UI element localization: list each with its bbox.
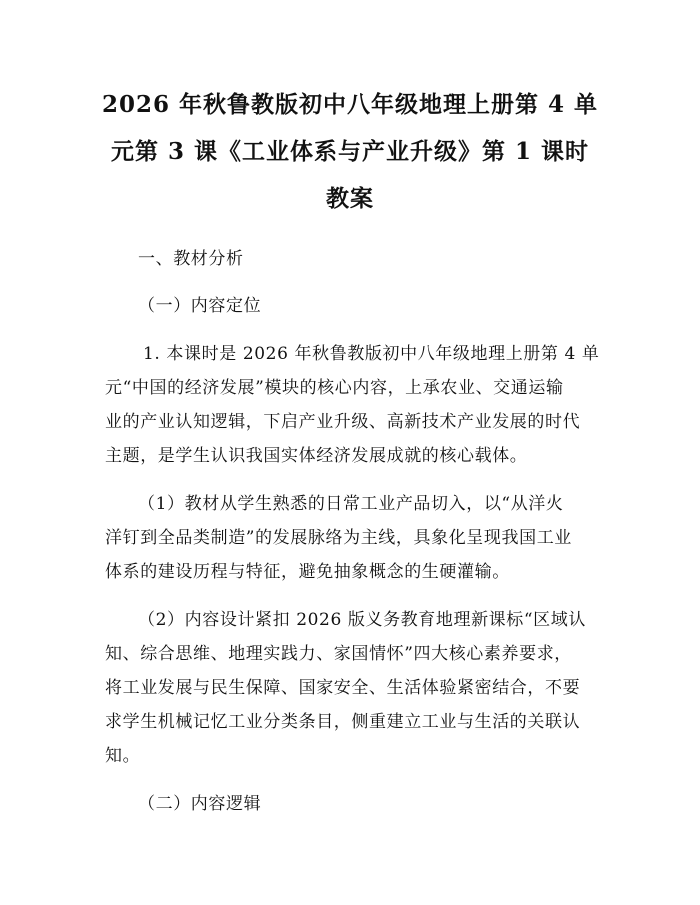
document-title-line-2: 元第 3 课《工业体系与产业升级》第 1 课时 <box>110 138 590 165</box>
document-title-line-1: 2026 年秋鲁教版初中八年级地理上册第 4 单 <box>101 91 599 118</box>
paragraph-3-line-5: 知。 <box>105 746 141 766</box>
paragraph-3-line-4: 求学生机械记忆工业分类条目，侧重建立工业与生活的关联认 <box>105 712 581 732</box>
paragraph-1-line-3: 业的产业认知逻辑，下启产业升级、高新技术产业发展的时代 <box>105 412 581 432</box>
paragraph-2-line-2: 洋钉到全品类制造”的发展脉络为主线，具象化呈现我国工业 <box>105 528 572 548</box>
paragraph-2-line-3: 体系的建设历程与特征，避免抽象概念的生硬灌输。 <box>105 562 510 582</box>
paragraph-2-line-1: （1）教材从学生熟悉的日常工业产品切入，以“从洋火 <box>138 494 564 514</box>
paragraph-1-line-2: 元“中国的经济发展”模块的核心内容，上承农业、交通运输 <box>105 378 564 398</box>
subsection-heading-1: （一）内容定位 <box>138 296 262 316</box>
paragraph-3-line-1: （2）内容设计紧扣 2026 版义务教育地理新课标“区域认 <box>138 610 586 630</box>
section-heading: 一、教材分析 <box>138 249 244 269</box>
paragraph-3-line-3: 将工业发展与民生保障、国家安全、生活体验紧密结合，不要 <box>105 678 581 698</box>
subsection-heading-2: （二）内容逻辑 <box>138 794 262 814</box>
paragraph-1-line-1: 1. 本课时是 2026 年秋鲁教版初中八年级地理上册第 4 单 <box>143 344 600 364</box>
paragraph-1-line-4: 主题，是学生认识我国实体经济发展成就的核心载体。 <box>105 446 528 466</box>
document-title-line-3: 教案 <box>326 185 374 212</box>
paragraph-3-line-2: 知、综合思维、地理实践力、家国情怀”四大核心素养要求， <box>105 644 572 664</box>
